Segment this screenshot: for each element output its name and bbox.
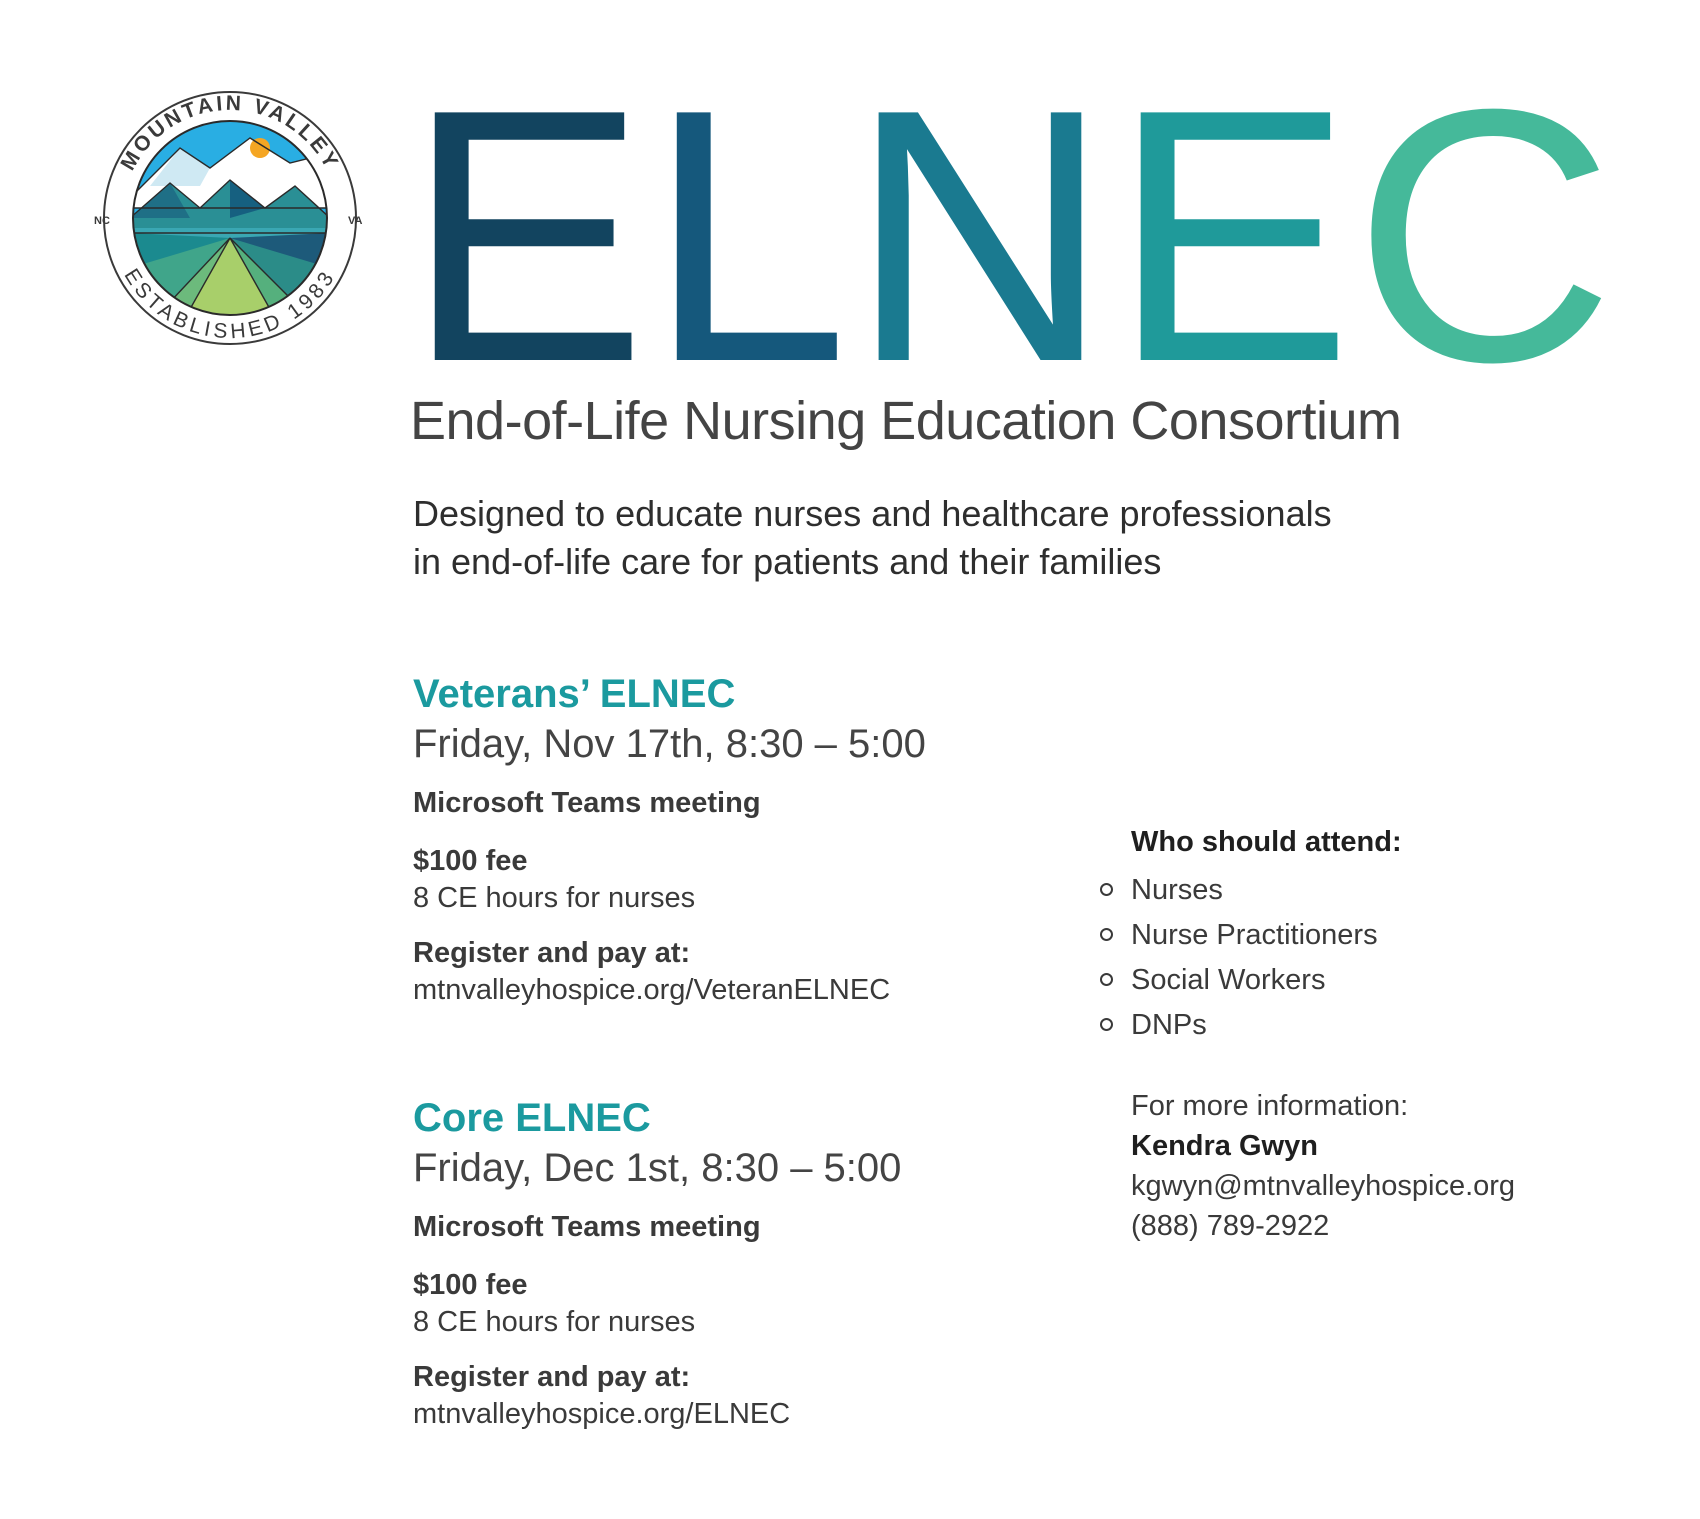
audience-item-label: Social Workers: [1131, 964, 1326, 996]
logo-right-text: VA: [348, 215, 363, 227]
title-letter-l: L: [647, 78, 848, 368]
event-veterans-elnec: [413, 670, 1033, 1008]
audience-item-label: Nurses: [1131, 874, 1223, 906]
event-register-link[interactable]: mtnvalleyhospice.org/ELNEC: [413, 1398, 791, 1430]
logo-left-text: NC: [94, 215, 110, 227]
svg-text:ELNEC: [405, 78, 1615, 368]
bullet-circle-icon: [1100, 1018, 1113, 1031]
bullet-circle-icon: [1100, 973, 1113, 986]
list-item: [1100, 913, 1620, 958]
intro-text: [413, 490, 1332, 586]
title-letter-e2: E: [1110, 78, 1352, 368]
event-core-elnec: [413, 1094, 1033, 1432]
event-meeting: Microsoft Teams meeting: [413, 1211, 761, 1243]
event-name: Core ELNEC: [413, 1096, 651, 1140]
logo-top-text: MOUNTAIN VALLEY: [116, 91, 344, 175]
audience-item-label: Nurse Practitioners: [1131, 919, 1378, 951]
title-letter-c: C: [1352, 78, 1613, 368]
list-item: [1100, 868, 1620, 913]
audience-section: [1100, 822, 1620, 1048]
page-subtitle: End-of-Life Nursing Education Consortium: [410, 391, 1402, 451]
event-date: Friday, Nov 17th, 8:30 – 5:00: [413, 722, 926, 766]
event-name: Veterans’ ELNEC: [413, 672, 736, 716]
title-letter-n: N: [848, 78, 1109, 368]
event-date: Friday, Dec 1st, 8:30 – 5:00: [413, 1146, 902, 1190]
event-register-label: Register and pay at:: [413, 937, 691, 969]
elnec-title: [405, 78, 1615, 368]
audience-heading: Who should attend:: [1131, 826, 1402, 858]
contact-phone[interactable]: (888) 789-2922: [1131, 1210, 1330, 1242]
contact-label: For more information:: [1131, 1090, 1409, 1122]
bullet-circle-icon: [1100, 928, 1113, 941]
event-register-label: Register and pay at:: [413, 1361, 691, 1393]
logo-bottom-text: ESTABLISHED 1983: [119, 264, 341, 344]
intro-line-2: in end-of-life care for patients and their families: [413, 541, 1162, 582]
event-ce-hours: 8 CE hours for nurses: [413, 882, 696, 914]
intro-line-1: Designed to educate nurses and healthcare professionals: [413, 493, 1332, 534]
audience-item-label: DNPs: [1131, 1009, 1207, 1041]
list-item: [1100, 958, 1620, 1003]
bullet-circle-icon: [1100, 883, 1113, 896]
event-ce-hours: 8 CE hours for nurses: [413, 1306, 696, 1338]
contact-email[interactable]: kgwyn@mtnvalleyhospice.org: [1131, 1170, 1516, 1202]
contact-section: [1131, 1086, 1651, 1246]
event-fee: $100 fee: [413, 1269, 528, 1301]
audience-list: [1100, 868, 1620, 1048]
event-meeting: Microsoft Teams meeting: [413, 787, 761, 819]
event-fee: $100 fee: [413, 845, 528, 877]
event-register-link[interactable]: mtnvalleyhospice.org/VeteranELNEC: [413, 974, 891, 1006]
contact-name: Kendra Gwyn: [1131, 1130, 1318, 1162]
mountain-valley-logo: [80, 68, 380, 368]
list-item: [1100, 1003, 1620, 1048]
title-letter-e: E: [405, 78, 646, 368]
